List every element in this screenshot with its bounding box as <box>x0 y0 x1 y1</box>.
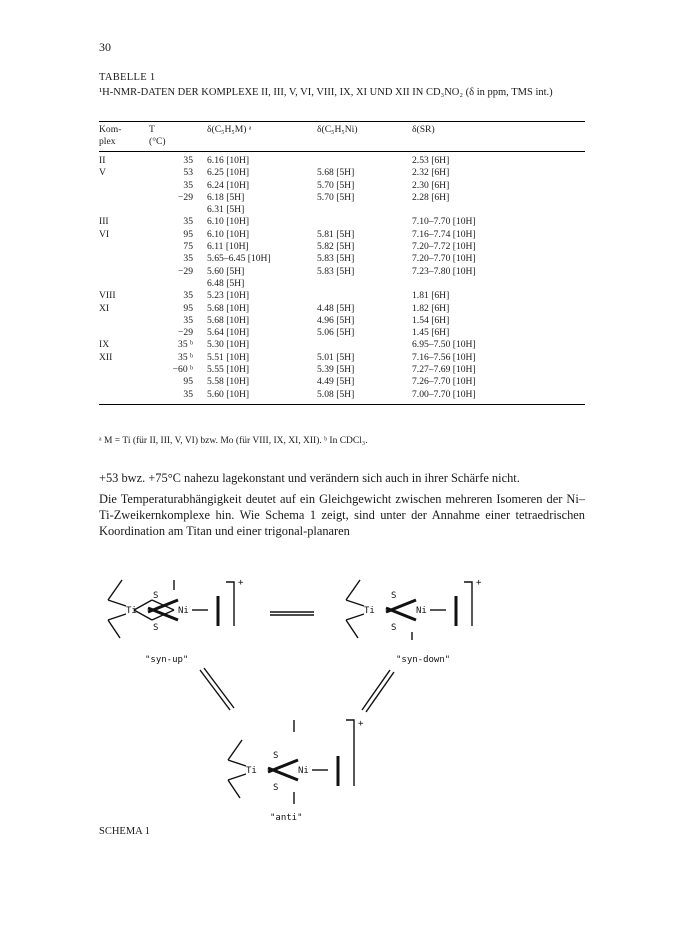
paragraph: +53 bwz. +75°C nahezu lagekonstant und verändern sich auch in ihrer Schärfe nicht. <box>99 471 520 485</box>
cell-delta-cpm: 5.60 [5H] <box>207 265 245 277</box>
cell-delta-cpm: 6.10 [10H] <box>207 228 250 240</box>
cell-delta-sr <box>412 204 585 216</box>
cell-complex <box>99 364 149 376</box>
header-empty <box>317 136 412 152</box>
table-row <box>99 278 585 290</box>
cell-delta-sr: 2.28 [6H] <box>412 191 450 203</box>
cell-delta-cpm: 5.58 [10H] <box>207 376 250 388</box>
cell-delta-sr: 7.20–7.72 [10H] <box>412 241 476 253</box>
cell-temperature: −29 <box>177 265 193 277</box>
cell-temperature: 75 <box>183 241 193 253</box>
cell-complex <box>99 278 149 290</box>
cell-delta-cpni: 4.48 [5H] <box>317 302 355 314</box>
cell-delta-cpm: 6.25 [10H] <box>207 167 250 179</box>
cell-delta-cpni <box>317 290 412 302</box>
cell-delta-sr: 7.00–7.70 [10H] <box>412 389 585 405</box>
cell-delta-cpni: 5.81 [5H] <box>317 228 355 240</box>
cell-delta-sr: 7.10–7.70 [10H] <box>412 216 476 228</box>
nmr-data-table <box>99 121 585 405</box>
ni-atom: Ni <box>416 606 427 616</box>
cell-delta-sr: 1.81 [6H] <box>412 290 450 302</box>
isomer-label-syn-down: "syn-down" <box>396 655 451 665</box>
table-row <box>99 352 585 364</box>
cell-delta-sr: 1.82 [6H] <box>412 302 450 314</box>
table-row <box>99 364 585 376</box>
cell-delta-sr: 2.32 [6H] <box>412 167 450 179</box>
cell-delta-cpni: 5.68 [5H] <box>317 167 355 179</box>
s-atom: S <box>391 623 397 633</box>
cell-temperature: 35 <box>183 179 193 191</box>
schema-label: SCHEMA 1 <box>99 826 151 837</box>
cell-delta-sr: 7.23–7.80 [10H] <box>412 265 476 277</box>
cell-temperature: 35 <box>183 155 193 166</box>
cell-complex: III <box>99 216 109 228</box>
cell-delta-cpm: 6.10 [10H] <box>207 216 250 228</box>
cell-delta-sr: 7.16–7.74 [10H] <box>412 228 476 240</box>
cell-delta-cpm: 6.31 [5H] <box>207 204 245 216</box>
table-row <box>99 253 585 265</box>
table-row <box>99 152 585 168</box>
cell-delta-cpm: 5.30 [10H] <box>207 339 250 351</box>
cell-complex: XI <box>99 302 110 314</box>
cell-temperature: 35 <box>183 290 193 302</box>
table-row <box>99 266 585 278</box>
cell-delta-cpm: 5.68 [10H] <box>207 302 250 314</box>
table-row <box>99 303 585 315</box>
header-empty <box>412 136 585 152</box>
cell-delta-cpni: 4.49 [5H] <box>317 376 355 388</box>
cell-delta-cpni <box>317 278 412 290</box>
cell-temperature: 35 <box>149 389 207 405</box>
cell-complex <box>99 266 149 278</box>
table-label: TABELLE 1 <box>99 72 156 83</box>
cell-temperature: 35 <box>183 314 193 326</box>
table-header-row <box>99 136 585 152</box>
cell-delta-cpni <box>317 204 412 216</box>
cell-delta-cpni: 4.96 [5H] <box>317 314 355 326</box>
cell-delta-cpni: 5.70 [5H] <box>317 179 355 191</box>
table-caption: ¹H-NMR-DATEN DER KOMPLEXE II, III, V, VI, VIII, IX, XI UND XII IN CD₃NO₂ (δ in ppm, TMS int.) <box>99 87 553 98</box>
reaction-scheme <box>90 560 550 820</box>
s-atom: S <box>273 751 279 761</box>
body-text <box>99 470 585 544</box>
table-row <box>99 389 585 405</box>
table-row <box>99 229 585 241</box>
cell-delta-cpni: 5.82 [5H] <box>317 241 355 253</box>
cell-temperature: 95 <box>183 302 193 314</box>
table-row <box>99 216 585 228</box>
table-footnote: ᵃ M = Ti (für II, III, V, VI) bzw. Mo (für VIII, IX, XI, XII). ᵇ In CDCl₃. <box>99 436 368 446</box>
cell-complex <box>99 241 149 253</box>
charge-plus: + <box>238 578 244 588</box>
header-complex-2: plex <box>99 136 149 152</box>
cell-temperature: 35 ᵇ <box>178 339 193 351</box>
cell-delta-cpni <box>317 339 412 351</box>
isomer-label-anti: "anti" <box>270 813 303 820</box>
cell-delta-cpni <box>317 216 412 228</box>
ni-atom: Ni <box>178 606 189 616</box>
cell-complex: V <box>99 167 106 179</box>
molecule-syn-up <box>108 578 244 665</box>
equilibrium-arrow <box>270 612 314 615</box>
cell-delta-sr: 7.26–7.70 [10H] <box>412 376 476 388</box>
cell-temperature: 53 <box>183 167 193 179</box>
table-row <box>99 167 585 179</box>
cell-delta-cpm: 5.55 [10H] <box>207 364 250 376</box>
table-row <box>99 290 585 302</box>
cell-delta-sr: 1.54 [6H] <box>412 314 450 326</box>
isomer-label-syn-up: "syn-up" <box>145 655 189 665</box>
cell-delta-cpm: 6.18 [5H] <box>207 191 245 203</box>
cell-delta-cpni: 5.39 [5H] <box>317 364 355 376</box>
cell-complex <box>99 192 149 204</box>
header-delta-sr: δ(SR) <box>412 122 585 137</box>
cell-complex: VIII <box>99 290 116 302</box>
ti-atom: Ti <box>364 606 375 616</box>
cell-delta-cpni: 5.83 [5H] <box>317 253 355 265</box>
cell-complex <box>99 204 149 216</box>
cell-temperature: −60 ᵇ <box>172 364 193 376</box>
header-complex: Kom- <box>99 122 149 137</box>
table-row <box>99 204 585 216</box>
charge-plus: + <box>476 578 482 588</box>
cell-delta-cpni: 5.01 [5H] <box>317 351 355 363</box>
equilibrium-arrow <box>200 668 394 712</box>
header-delta-cpm: δ(C₅H₅M) ᵃ <box>207 122 317 137</box>
cell-delta-sr: 1.45 [6H] <box>412 327 450 339</box>
table-row <box>99 180 585 192</box>
molecule-anti <box>228 719 364 820</box>
cell-delta-cpm: 5.23 [10H] <box>207 290 250 302</box>
header-delta-cpni: δ(C₅H₅Ni) <box>317 122 412 137</box>
cell-delta-cpm: 6.16 [10H] <box>207 155 250 166</box>
s-atom: S <box>273 783 279 793</box>
paragraph: Die Temperaturabhängigkeit deutet auf ein Gleichgewicht zwischen mehreren Isomeren der Ni–Ti-Zweikernkomplexe hin. Wie Schema 1 zeigt, sind unter der Annahme einer tetraedrischen Koordination am Titan und einer trigonal-planaren <box>99 492 585 538</box>
cell-delta-sr: 6.95–7.50 [10H] <box>412 339 476 351</box>
cell-temperature <box>149 278 207 290</box>
cell-temperature: 35 <box>183 253 193 265</box>
s-atom: S <box>153 591 159 601</box>
cell-delta-cpm: 6.48 [5H] <box>207 277 245 289</box>
table-row <box>99 241 585 253</box>
header-temperature-unit: (°C) <box>149 136 207 152</box>
cell-temperature: 35 <box>183 216 193 228</box>
s-atom: S <box>391 591 397 601</box>
cell-complex: II <box>99 155 106 166</box>
ti-atom: Ti <box>246 766 257 776</box>
header-empty <box>207 136 317 152</box>
cell-delta-cpm: 5.64 [10H] <box>207 327 250 339</box>
charge-plus: + <box>358 719 364 729</box>
page-number: 30 <box>99 40 111 54</box>
cell-complex: XII <box>99 351 113 363</box>
table-row <box>99 339 585 351</box>
cell-delta-cpni: 5.70 [5H] <box>317 191 355 203</box>
molecule-syn-down <box>346 578 482 665</box>
ti-atom: Ti <box>126 606 137 616</box>
cell-complex <box>99 180 149 192</box>
table-row <box>99 327 585 339</box>
cell-delta-cpm: 6.11 [10H] <box>207 241 249 253</box>
cell-delta-cpni: 5.06 [5H] <box>317 327 355 339</box>
cell-delta-cpni: 5.08 [5H] <box>317 389 412 405</box>
cell-delta-sr: 7.16–7.56 [10H] <box>412 351 476 363</box>
cell-delta-cpm: 5.68 [10H] <box>207 314 250 326</box>
cell-complex <box>99 376 149 388</box>
s-atom: S <box>153 623 159 633</box>
cell-complex <box>99 253 149 265</box>
cell-delta-sr: 7.20–7.70 [10H] <box>412 253 476 265</box>
table-row <box>99 315 585 327</box>
header-temperature: T <box>149 122 207 137</box>
cell-delta-sr: 2.53 [6H] <box>412 155 450 166</box>
ni-atom: Ni <box>298 766 309 776</box>
cell-delta-cpm: 6.24 [10H] <box>207 179 250 191</box>
table-row <box>99 376 585 388</box>
cell-delta-sr: 2.30 [6H] <box>412 179 450 191</box>
cell-temperature: −29 <box>177 327 193 339</box>
cell-delta-sr <box>412 278 585 290</box>
cell-temperature: 35 ᵇ <box>178 351 193 363</box>
cell-delta-cpni <box>317 152 412 168</box>
cell-temperature: 95 <box>183 376 193 388</box>
cell-temperature: −29 <box>177 191 193 203</box>
cell-complex: IX <box>99 339 110 351</box>
cell-delta-cpm: 5.51 [10H] <box>207 351 250 363</box>
table-header-row <box>99 122 585 137</box>
table-row <box>99 192 585 204</box>
cell-delta-cpm: 5.60 [10H] <box>207 389 317 405</box>
cell-complex <box>99 389 149 405</box>
cell-complex: VI <box>99 228 110 240</box>
cell-temperature <box>149 204 207 216</box>
cell-delta-cpni: 5.83 [5H] <box>317 265 355 277</box>
cell-complex <box>99 327 149 339</box>
cell-temperature: 95 <box>183 228 193 240</box>
cell-complex <box>99 315 149 327</box>
cell-delta-sr: 7.27–7.69 [10H] <box>412 364 476 376</box>
cell-delta-cpm: 5.65–6.45 [10H] <box>207 253 271 265</box>
